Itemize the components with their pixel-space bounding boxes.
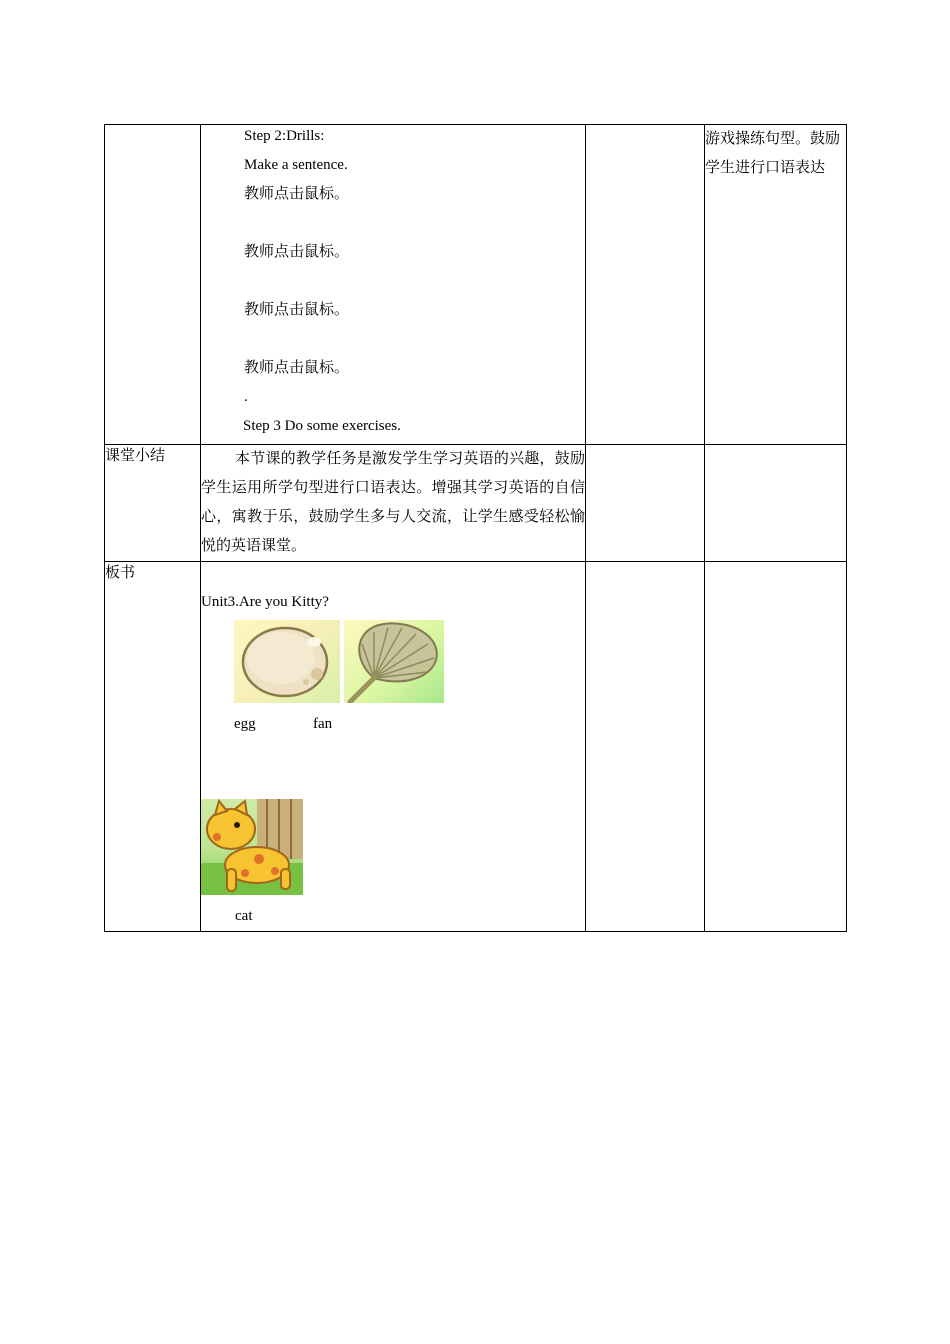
cat-image (201, 799, 303, 895)
drills-empty-cell (586, 125, 705, 445)
egg-image (234, 620, 340, 703)
blank-line (201, 212, 585, 241)
unit-title: Unit3.Are you Kitty? (201, 594, 329, 610)
step2-heading: Step 2:Drills: (244, 128, 325, 144)
cat-label: cat (235, 908, 253, 924)
make-sentence-line: Make a sentence. (244, 157, 348, 173)
blackboard-content (201, 562, 586, 932)
summary-empty-cell (586, 445, 705, 562)
dot-line: . (244, 389, 248, 405)
summary-row (105, 445, 847, 562)
step3-heading: Step 3 Do some exercises. (243, 418, 401, 434)
lesson-plan-table (104, 124, 847, 932)
summary-label: 课堂小结 (105, 445, 201, 562)
cat-picture-wrap (201, 799, 585, 895)
word-labels (234, 713, 585, 735)
drills-label-cell (105, 125, 201, 445)
picture-row (234, 620, 585, 703)
drills-row (105, 125, 847, 445)
summary-empty-cell-2 (705, 445, 847, 562)
summary-text: 本节课的教学任务是激发学生学习英语的兴趣，鼓励学生运用所学句型进行口语表达。增强其学习英语的自信心，寓教于乐，鼓励学生多与人交流，让学生感受轻松愉悦的英语课堂。 (201, 445, 586, 562)
drills-note: 游戏操练句型。鼓励学生进行口语表达 (705, 125, 847, 445)
teacher-click-line: 教师点击鼠标。 (244, 360, 350, 376)
blackboard-label: 板书 (105, 562, 201, 932)
teacher-click-line: 教师点击鼠标。 (244, 186, 350, 202)
blackboard-empty-cell (586, 562, 705, 932)
blank-line (201, 328, 585, 357)
blackboard-row (105, 562, 847, 932)
fan-image (344, 620, 444, 703)
fan-label: fan (313, 716, 333, 732)
teacher-click-line: 教师点击鼠标。 (244, 302, 350, 318)
teacher-click-line: 教师点击鼠标。 (244, 244, 350, 260)
egg-label: egg (234, 716, 256, 732)
drills-content-cell (201, 125, 586, 445)
blank-line (201, 270, 585, 299)
blackboard-empty-cell-2 (705, 562, 847, 932)
